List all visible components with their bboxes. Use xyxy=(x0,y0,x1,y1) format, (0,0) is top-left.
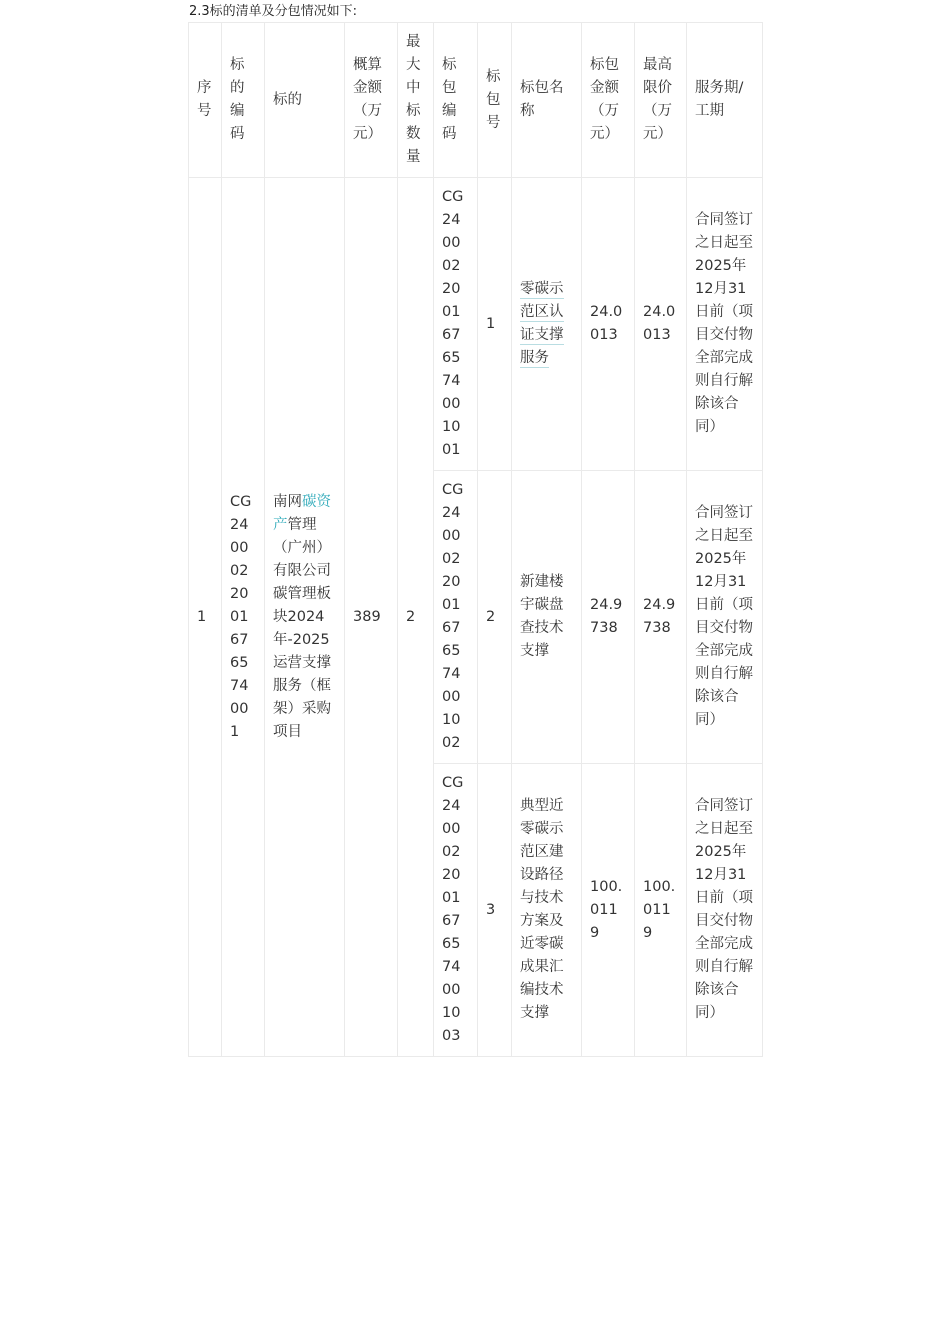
header-service-period: 服务期/工期 xyxy=(687,23,763,178)
carbon-asset-link[interactable]: 碳资产 xyxy=(273,493,331,533)
header-budget: 概算金额（万元） xyxy=(345,23,398,178)
package-no: 1 xyxy=(478,178,512,471)
package-name-link[interactable]: 零碳示范区认证支撑服务 xyxy=(520,281,564,366)
package-max-price: 24.0013 xyxy=(635,178,687,471)
table-header-row xyxy=(189,23,763,178)
package-service-period: 合同签订之日起至2025年12月31日前（项目交付物全部完成则自行解除该合同） xyxy=(687,178,763,471)
header-package-code: 标包编码 xyxy=(434,23,478,178)
header-seq: 序号 xyxy=(189,23,222,178)
item-name-suffix: 管理（广州）有限公司碳管理板块2024年-2025运营支撑服务（框架）采购项目 xyxy=(273,516,331,740)
package-max-price: 24.9738 xyxy=(635,471,687,764)
item-code: CG2400022001676574001 xyxy=(222,178,265,1057)
package-amount: 24.0013 xyxy=(582,178,635,471)
package-service-period: 合同签订之日起至2025年12月31日前（项目交付物全部完成则自行解除该合同） xyxy=(687,471,763,764)
item-name-prefix: 南网 xyxy=(273,493,302,510)
section-heading: 2.3标的清单及分包情况如下: xyxy=(189,4,358,19)
item-budget: 389 xyxy=(345,178,398,1057)
package-code: CG2400022001676574001001 xyxy=(434,178,478,471)
table-row xyxy=(189,178,763,471)
package-code: CG2400022001676574001002 xyxy=(434,471,478,764)
item-max-win: 2 xyxy=(398,178,434,1057)
header-package-name: 标包名称 xyxy=(512,23,582,178)
package-name: 新建楼宇碳盘查技术支撑 xyxy=(512,471,582,764)
header-package-no: 标包号 xyxy=(478,23,512,178)
package-amount: 100.0119 xyxy=(582,764,635,1057)
package-service-period: 合同签订之日起至2025年12月31日前（项目交付物全部完成则自行解除该合同） xyxy=(687,764,763,1057)
package-no: 3 xyxy=(478,764,512,1057)
item-seq: 1 xyxy=(189,178,222,1057)
header-max-win: 最大中标数量 xyxy=(398,23,434,178)
package-name: 典型近零碳示范区建设路径与技术方案及近零碳成果汇编技术支撑 xyxy=(512,764,582,1057)
header-item: 标的 xyxy=(265,23,345,178)
header-package-amount: 标包金额（万元） xyxy=(582,23,635,178)
package-amount: 24.9738 xyxy=(582,471,635,764)
package-max-price: 100.0119 xyxy=(635,764,687,1057)
package-code: CG2400022001676574001003 xyxy=(434,764,478,1057)
header-item-code: 标的编码 xyxy=(222,23,265,178)
header-max-price: 最高限价（万元） xyxy=(635,23,687,178)
item-name xyxy=(265,178,345,1057)
package-name xyxy=(512,178,582,471)
package-no: 2 xyxy=(478,471,512,764)
bid-package-table xyxy=(188,22,763,1057)
